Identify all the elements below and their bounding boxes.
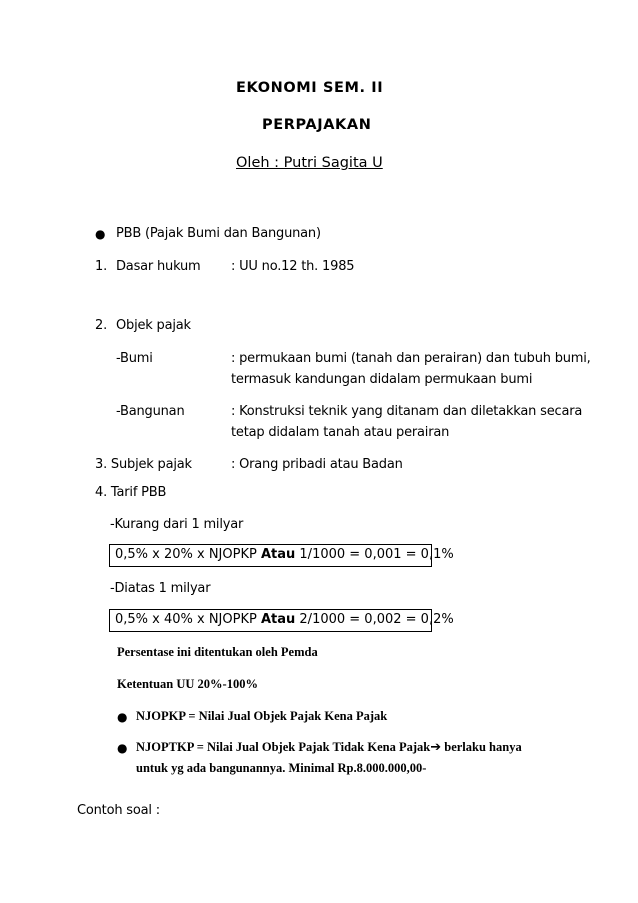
bangunan-value-line1: : Konstruksi teknik yang ditanam dan diletakkan secara (231, 404, 583, 419)
author-line: Oleh : Putri Sagita U (236, 155, 383, 171)
doc-subtitle: PERPAJAKAN (262, 117, 372, 133)
bullet-icon: ● (117, 741, 128, 755)
persentase-note: Persentase ini ditentukan oleh Pemda (117, 645, 318, 659)
kurang-formula: 0,5% x 20% x NJOPKP Atau 1/1000 = 0,001 = 0,1% (115, 547, 454, 562)
njoptkp-definition-line2: untuk yg ada bangunannya. Minimal Rp.8.000.000,00- (136, 761, 427, 775)
bullet-icon: ● (117, 710, 128, 724)
item-number: 2. (95, 318, 108, 333)
item-number: 1. (95, 259, 108, 274)
subjek-pajak-label: 3. Subjek pajak (95, 457, 192, 472)
bullet-icon: ● (95, 227, 106, 241)
pbb-heading: PBB (Pajak Bumi dan Bangunan) (116, 226, 321, 241)
bumi-label: -Bumi (116, 351, 153, 366)
njoptkp-definition-line1: NJOPTKP = Nilai Jual Objek Pajak Tidak Kena Pajak➔ berlaku hanya (136, 740, 522, 755)
bangunan-value-line2: tetap didalam tanah atau perairan (231, 425, 450, 440)
contoh-soal-heading: Contoh soal : (77, 803, 160, 818)
kurang-label: -Kurang dari 1 milyar (110, 517, 244, 532)
doc-title: EKONOMI SEM. II (236, 80, 384, 96)
objek-pajak-label: Objek pajak (116, 318, 191, 333)
subjek-pajak-value: : Orang pribadi atau Badan (231, 457, 403, 472)
dasar-hukum-label: Dasar hukum (116, 259, 201, 274)
kurang-formula-box (109, 544, 454, 567)
bumi-value-line1: : permukaan bumi (tanah dan perairan) dan tubuh bumi, (231, 351, 591, 366)
tarif-label: 4. Tarif PBB (95, 485, 167, 500)
diatas-formula: 0,5% x 40% x NJOPKP Atau 2/1000 = 0,002 = 0,2% (115, 612, 454, 627)
bangunan-label: -Bangunan (116, 404, 185, 419)
dasar-hukum-value: : UU no.12 th. 1985 (231, 259, 355, 274)
bumi-value-line2: termasuk kandungan didalam permukaan bumi (231, 372, 533, 387)
arrow-right-icon: ➔ (430, 740, 442, 755)
ketentuan-note: Ketentuan UU 20%-100% (117, 677, 258, 691)
diatas-label: -Diatas 1 milyar (110, 581, 211, 596)
diatas-formula-box (109, 609, 454, 632)
njopkp-definition: NJOPKP = Nilai Jual Objek Pajak Kena Pajak (136, 709, 388, 723)
